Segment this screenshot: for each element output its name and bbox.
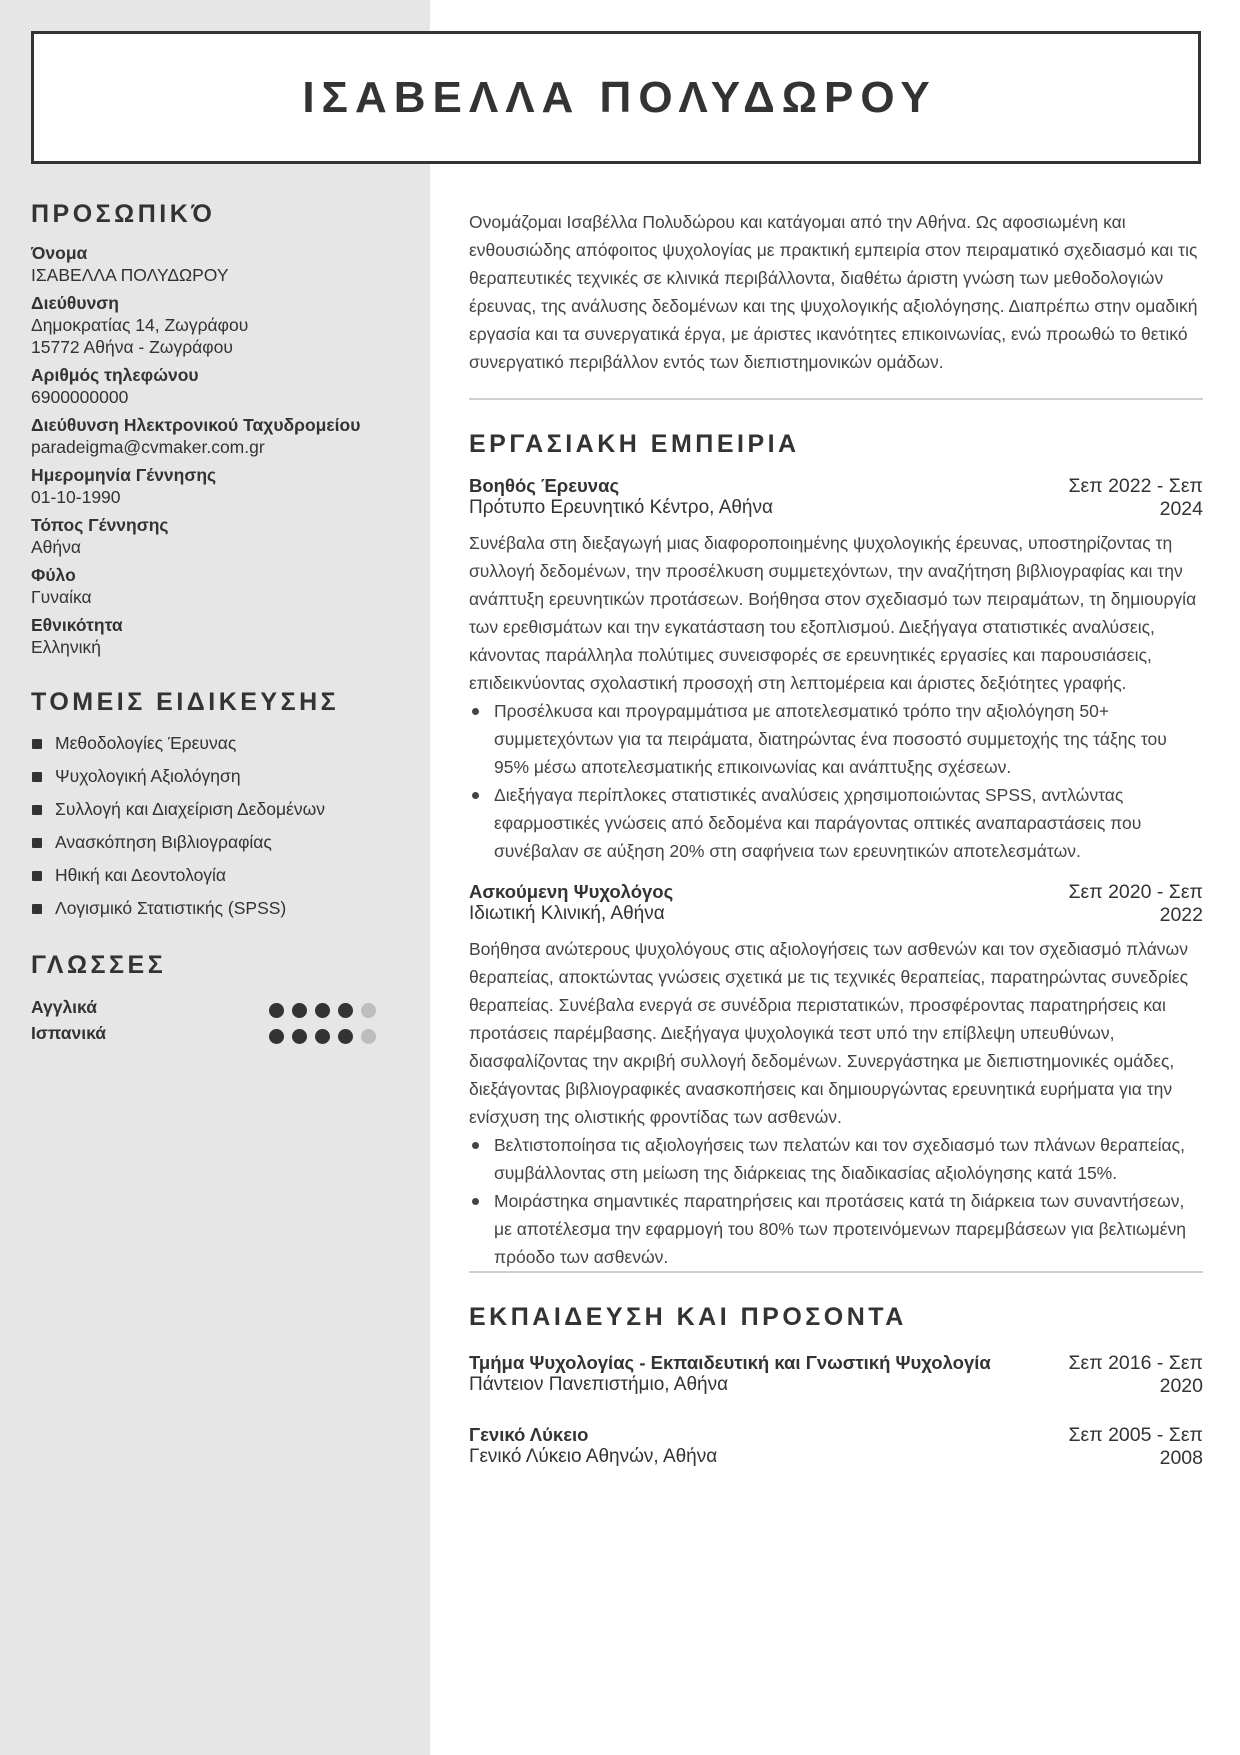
personal-details xyxy=(31,243,401,658)
personal-value: Αθήνα xyxy=(31,537,82,557)
language-name: Ισπανικά xyxy=(31,1022,107,1043)
skill-item xyxy=(31,865,401,886)
name-header xyxy=(31,31,1201,164)
square-bullet-icon xyxy=(32,871,42,881)
bullet-dot-icon xyxy=(472,1142,479,1149)
experience-entry xyxy=(469,475,1203,865)
achievement-item xyxy=(469,1187,1203,1271)
personal-item xyxy=(31,365,401,408)
rating-dot-filled-icon xyxy=(269,1003,284,1018)
languages-list xyxy=(31,996,401,1044)
rating-dot-empty-icon xyxy=(361,1003,376,1018)
rating-dot-filled-icon xyxy=(292,1003,307,1018)
degree-title: Γενικό Λύκειο xyxy=(469,1424,589,1445)
rating-dot-filled-icon xyxy=(292,1029,307,1044)
personal-value: ΙΣΑΒΕΛΛΑ ΠΟΛΥΔΩΡΟΥ xyxy=(31,265,229,285)
personal-item xyxy=(31,565,401,608)
employer: Πρότυπο Ερευνητικό Κέντρο, Αθήνα xyxy=(469,497,773,518)
personal-value: 15772 Αθήνα - Ζωγράφου xyxy=(31,337,233,357)
full-name: ΙΣΑΒΕΛΛΑ ΠΟΛΥΔΩΡΟΥ xyxy=(302,72,937,122)
language-level-rating xyxy=(269,1023,376,1044)
personal-value: Δημοκρατίας 14, Ζωγράφου xyxy=(31,315,249,335)
date-range: Σεπ 2022 - Σεπ 2024 xyxy=(1068,475,1203,520)
main-content xyxy=(469,208,1203,1470)
education-entry xyxy=(469,1424,1203,1470)
achievement-item xyxy=(469,1131,1203,1187)
square-bullet-icon xyxy=(32,739,42,749)
skill-item xyxy=(31,832,401,853)
skill-label: Ηθική και Δεοντολογία xyxy=(55,865,227,885)
skill-label: Συλλογή και Διαχείριση Δεδομένων xyxy=(55,799,325,819)
achievement-item xyxy=(469,781,1203,865)
skill-label: Ψυχολογική Αξιολόγηση xyxy=(55,766,241,786)
rating-dot-filled-icon xyxy=(338,1029,353,1044)
personal-label: Διεύθυνση xyxy=(31,293,119,313)
skill-item xyxy=(31,733,401,754)
skills-list xyxy=(31,733,401,919)
personal-label: Διεύθυνση Ηλεκτρονικού Ταχυδρομείου xyxy=(31,415,361,435)
personal-value: Γυναίκα xyxy=(31,587,92,607)
education-entry xyxy=(469,1352,1203,1398)
date-range: Σεπ 2005 - Σεπ 2008 xyxy=(1068,1424,1203,1469)
personal-value: 6900000000 xyxy=(31,387,129,407)
degree-title: Τμήμα Ψυχολογίας - Εκπαιδευτική και Γνωστική Ψυχολογία xyxy=(469,1352,991,1373)
skill-label: Μεθοδολογίες Έρευνας xyxy=(55,733,237,753)
job-title: Ασκούμενη Ψυχολόγος xyxy=(469,881,674,902)
achievement-text: Προσέλκυσα και προγραμμάτισα με αποτελεσματικό τρόπο την αξιολόγηση 50+ συμμετεχόντων για τα πειράματα, διατηρώντας ένα ποσοστό συμμετοχής της τάξης του 95% μέσω αποτελεσματικής επικοινωνίας και ανάπτυξης σχέσεων. xyxy=(494,701,1167,777)
job-description: Συνέβαλα στη διεξαγωγή μιας διαφοροποιημένης ψυχολογικής έρευνας, υποστηρίζοντας τη συλλογή δεδομένων, την προσέλκυση συμμετεχόντων, την αναζήτηση βιβλιογραφίας και την ανάπτυξη ερευνητικών προτάσεων. Βοήθησα στον σχεδιασμό των πειραμάτων, τη δημιουργία των ερεθισμάτων και την εγκατάσταση του εξοπλισμού. Διεξήγαγα στατιστικές αναλύσεις, κάνοντας παράλληλα πολύτιμες συνεισφορές σε ερευνητικές εργασίες και παρουσιάσεις, επιδεικνύοντας σχολαστική προσοχή στη λεπτομέρεια και άριστες δεξιότητες γραφής. xyxy=(469,533,1197,693)
language-level-rating xyxy=(269,997,376,1018)
entry-header xyxy=(469,881,1203,927)
personal-item xyxy=(31,615,401,658)
date-range: Σεπ 2020 - Σεπ 2022 xyxy=(1068,881,1203,926)
section-divider xyxy=(469,1271,1203,1273)
section-divider xyxy=(469,398,1203,400)
personal-label: Ημερομηνία Γέννησης xyxy=(31,465,217,485)
personal-label: Όνομα xyxy=(31,243,88,263)
personal-label: Τόπος Γέννησης xyxy=(31,515,169,535)
employer: Ιδιωτική Κλινική, Αθήνα xyxy=(469,903,665,924)
skill-label: Ανασκόπηση Βιβλιογραφίας xyxy=(55,832,272,852)
skill-item xyxy=(31,766,401,787)
personal-label: Εθνικότητα xyxy=(31,615,123,635)
rating-dot-filled-icon xyxy=(338,1003,353,1018)
entry-header xyxy=(469,1424,1203,1470)
personal-item xyxy=(31,243,401,286)
personal-section-title: ΠΡΟΣΩΠΙΚΌ xyxy=(31,200,216,228)
square-bullet-icon xyxy=(32,904,42,914)
skills-section-title: ΤΟΜΕΙΣ ΕΙΔΙΚΕΥΣΗΣ xyxy=(31,688,340,716)
entry-heading xyxy=(469,881,1033,925)
experience-section-title: ΕΡΓΑΣΙΑΚΗ ΕΜΠΕΙΡΙΑ xyxy=(469,430,800,458)
personal-label: Αριθμός τηλεφώνου xyxy=(31,365,199,385)
sidebar xyxy=(31,200,401,1048)
achievements-list xyxy=(469,697,1203,865)
entry-header xyxy=(469,1352,1203,1398)
language-name: Αγγλικά xyxy=(31,996,97,1017)
bullet-dot-icon xyxy=(472,1198,479,1205)
square-bullet-icon xyxy=(32,838,42,848)
entry-heading xyxy=(469,475,1033,519)
achievement-text: Βελτιστοποίησα τις αξιολογήσεις των πελατών και τον σχεδιασμό των πλάνων θεραπείας, συμβάλλοντας στη μείωση της διάρκειας της διαδικασίας αξιολόγησης κατά 15%. xyxy=(494,1135,1185,1183)
achievement-text: Διεξήγαγα περίπλοκες στατιστικές αναλύσεις χρησιμοποιώντας SPSS, αντλώντας εφαρμοστικές γνώσεις από δεδομένα και παράγοντας οπτικές αναπαραστάσεις που συνέβαλαν σε αύξηση 20% στη σαφήνεια των ερευνητικών αποτελεσμάτων. xyxy=(494,785,1142,861)
profile-summary: Ονομάζομαι Ισαβέλλα Πολυδώρου και κατάγομαι από την Αθήνα. Ως αφοσιωμένη και ενθουσιώδης απόφοιτος ψυχολογίας με πρακτική εμπειρία στον πειραματικό σχεδιασμό και τις θεραπευτικές τεχνικές σε κλινικά περιβάλλοντα, διαθέτω άριστη γνώση των μεθοδολογιών έρευνας, της ανάλυσης δεδομένων και της ψυχολογικής αξιολόγησης. Διαπρέπω στην ομαδική εργασία και τα συνεργατικά έργα, με άριστες ικανότητες επικοινωνίας, ενώ προωθώ το θετικό συνεργατικό περιβάλλον εντός των διεπιστημονικών ομάδων. xyxy=(469,212,1198,372)
bullet-dot-icon xyxy=(472,792,479,799)
job-description: Βοήθησα ανώτερους ψυχολόγους στις αξιολογήσεις των ασθενών και τον σχεδιασμό πλάνων θεραπείας, αποκτώντας γνώσεις σχετικά με τις τεχνικές θεραπείας, παρατηρώντας συνεδρίες θεραπείας. Συνέβαλα ενεργά σε συνέδρια περιστατικών, προσφέροντας παρατηρήσεις και προτάσεις παρέμβασης. Διεξήγαγα ψυχολογικά τεστ υπό την επίβλεψη υπευθύνων, διασφαλίζοντας την ακριβή συλλογή δεδομένων. Συνεργάστηκα με διεπιστημονικές ομάδες, διεξάγοντας βιβλιογραφικές ανασκοπήσεις και δημιουργώντας ερευνητικά ευρήματα για την ενίσχυση της ολιστικής φροντίδας των ασθενών. xyxy=(469,939,1189,1127)
entry-heading xyxy=(469,1424,1033,1468)
institution: Πάντειον Πανεπιστήμιο, Αθήνα xyxy=(469,1374,729,1395)
rating-dot-filled-icon xyxy=(315,1003,330,1018)
achievements-list xyxy=(469,1131,1203,1271)
square-bullet-icon xyxy=(32,772,42,782)
personal-item xyxy=(31,293,401,358)
personal-item xyxy=(31,415,401,458)
languages-section-title: ΓΛΩΣΣΕΣ xyxy=(31,951,167,979)
institution: Γενικό Λύκειο Αθηνών, Αθήνα xyxy=(469,1446,718,1467)
language-row xyxy=(31,996,401,1018)
entry-heading xyxy=(469,1352,1033,1396)
skill-label: Λογισμικό Στατιστικής (SPSS) xyxy=(55,898,287,918)
personal-item xyxy=(31,465,401,508)
personal-value: paradeigma@cvmaker.com.gr xyxy=(31,437,265,457)
education-section-title: ΕΚΠΑΙΔΕΥΣΗ ΚΑΙ ΠΡΟΣΟΝΤΑ xyxy=(469,1303,907,1331)
personal-value: Ελληνική xyxy=(31,637,102,657)
rating-dot-filled-icon xyxy=(269,1029,284,1044)
job-title: Βοηθός Έρευνας xyxy=(469,475,620,496)
language-row xyxy=(31,1022,401,1044)
personal-value: 01-10-1990 xyxy=(31,487,121,507)
personal-item xyxy=(31,515,401,558)
achievement-item xyxy=(469,697,1203,781)
bullet-dot-icon xyxy=(472,708,479,715)
skill-item xyxy=(31,898,401,919)
rating-dot-empty-icon xyxy=(361,1029,376,1044)
rating-dot-filled-icon xyxy=(315,1029,330,1044)
personal-label: Φύλο xyxy=(31,565,76,585)
square-bullet-icon xyxy=(32,805,42,815)
achievement-text: Μοιράστηκα σημαντικές παρατηρήσεις και προτάσεις κατά τη διάρκεια των συναντήσεων, με αποτέλεσμα την εφαρμογή του 80% των προτεινόμενων παρεμβάσεων για βελτιωμένη πρόοδο των ασθενών. xyxy=(494,1191,1187,1267)
date-range: Σεπ 2016 - Σεπ 2020 xyxy=(1068,1352,1203,1397)
experience-entry xyxy=(469,881,1203,1271)
entry-header xyxy=(469,475,1203,521)
skill-item xyxy=(31,799,401,820)
